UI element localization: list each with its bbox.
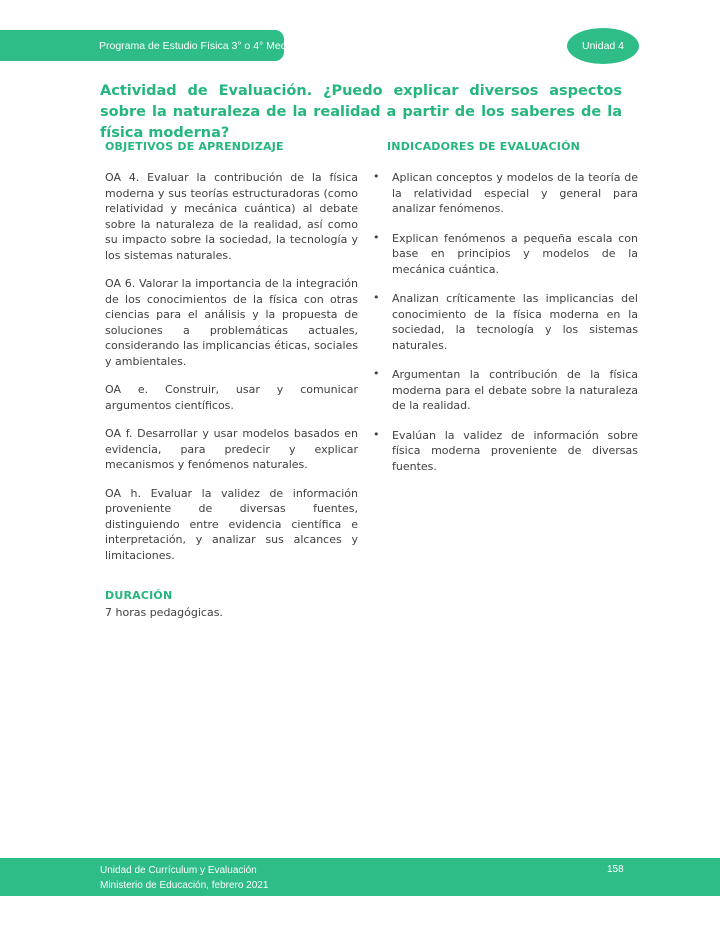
objective-paragraph-oa4: OA 4. Evaluar la contribución de la física moderna y sus teorías estructuradoras (como relatividad y mecánica cuántica) al debate sobre la naturaleza de la realidad, así como su impacto sobre la sociedad, la tecnología y los sistemas naturales. xyxy=(105,171,358,262)
objectives-heading: OBJETIVOS DE APRENDIZAJE xyxy=(105,140,284,153)
content-columns xyxy=(105,140,638,621)
footer-line1: Unidad de Currículum y Evaluación xyxy=(100,865,257,876)
unit-badge-label: Unidad 4 xyxy=(581,40,625,52)
activity-title: Actividad de Evaluación. ¿Puedo explicar diversos aspectos sobre la naturaleza de la realidad a partir de los saberes de la física moderna? xyxy=(100,83,622,141)
indicator-text: Aplican conceptos y modelos de la teoría de la relatividad especial y general para analizar fenómenos. xyxy=(392,171,638,215)
objective-paragraph-oae: OA e. Construir, usar y comunicar argumentos científicos. xyxy=(105,383,358,412)
objectives-column xyxy=(105,140,358,621)
duration-section xyxy=(105,589,358,621)
indicator-text: Explican fenómenos a pequeña escala con base en principios y modelos de la mecánica cuántica. xyxy=(392,231,638,276)
duration-heading: DURACIÓN xyxy=(105,589,173,602)
bullet-icon: • xyxy=(373,427,380,441)
unit-badge xyxy=(567,28,639,64)
list-item xyxy=(370,428,638,475)
duration-value: 7 horas pedagógicas. xyxy=(105,606,223,619)
objective-paragraph-oah: OA h. Evaluar la validez de información proveniente de diversas fuentes, distinguiendo entre evidencia científica e interpretación, y analizar sus alcances y limitaciones. xyxy=(105,486,358,562)
indicator-list xyxy=(370,170,638,474)
bullet-icon: • xyxy=(373,230,380,244)
bullet-icon: • xyxy=(373,170,380,183)
footer-bar xyxy=(0,858,720,896)
list-item xyxy=(370,367,638,414)
indicator-text: Argumentan la contribución de la física moderna para el debate sobre la naturaleza de la realidad. xyxy=(392,368,638,412)
objective-paragraph-oaf: OA f. Desarrollar y usar modelos basados en evidencia, para predecir y explicar mecanismos y fenómenos naturales. xyxy=(105,427,358,471)
bullet-icon: • xyxy=(373,367,380,380)
footer-line2: Ministerio de Educación, febrero 2021 xyxy=(100,880,269,891)
page-number: 158 xyxy=(607,864,624,875)
indicator-text: Analizan críticamente las implicancias del conocimiento de la física moderna en la sociedad, la tecnología y los sistemas naturales. xyxy=(392,292,638,352)
indicators-column xyxy=(370,140,638,621)
objective-paragraph-oa6: OA 6. Valorar la importancia de la integración de los conocimientos de la física con otras ciencias para el análisis y la propuesta de soluciones a problemáticas actuales, considerando las implicancias éticas, sociales y ambientales. xyxy=(105,277,358,368)
indicators-heading: INDICADORES DE EVALUACIÓN xyxy=(387,140,581,153)
header-program-bar xyxy=(0,30,295,61)
header-program-label: Programa de Estudio Física 3° o 4° Medio xyxy=(99,39,295,52)
list-item xyxy=(370,170,638,217)
list-item xyxy=(370,291,638,353)
bullet-icon: • xyxy=(373,291,380,304)
indicator-text: Evalúan la validez de información sobre física moderna proveniente de diversas fuentes. xyxy=(392,428,638,473)
list-item xyxy=(370,231,638,278)
footer-publisher xyxy=(100,863,268,893)
